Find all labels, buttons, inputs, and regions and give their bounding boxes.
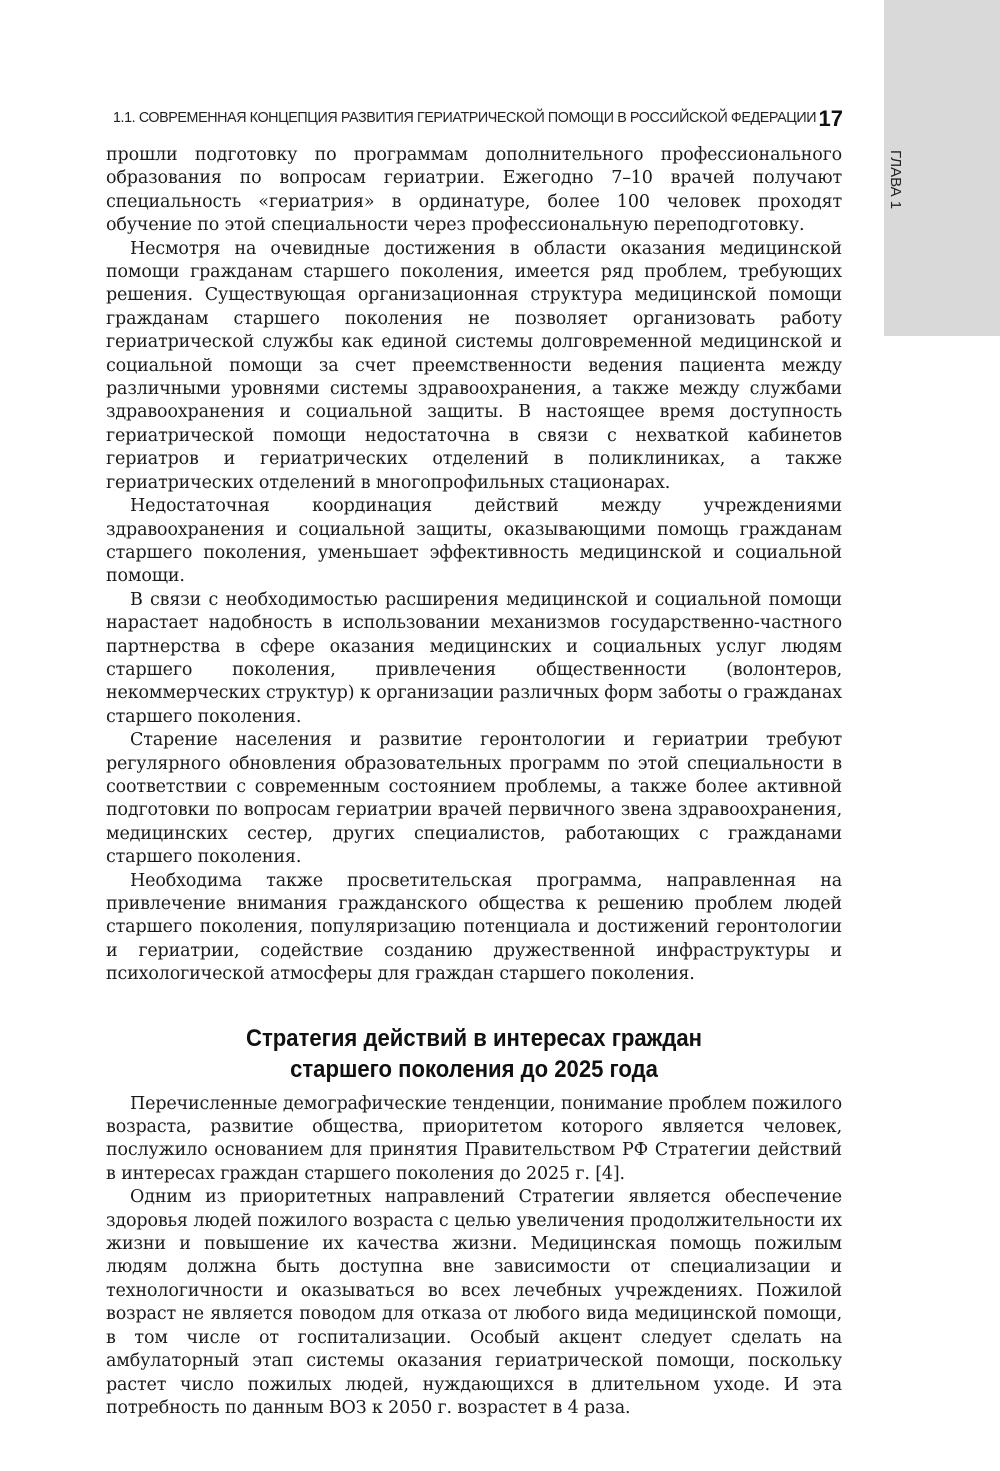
paragraph: Одним из приоритетных направлений Стратегии является обеспечение здоровья людей пожилого возраста с целью увеличения продолжительности их жизни и повышение их качества жизни. Медицинская помощь пожилым людям должна быть доступна вне зависимости от специализации и технологичности и оказываться во всех лечебных учреждениях. Пожилой возраст не является поводом для отказа от любого вида медицинской помощи, в том числе от госпитализации. Особый акцент следует сделать на амбулаторный этап системы оказания гериатрической помощи, поскольку растет число пожилых людей, нуждающихся в длительном уходе. И эта потребность по данным ВОЗ к 2050 г. возрастет в 4 раза. [106,1187,842,1418]
paragraph: В связи с необходимостью расширения медицинской и социальной помощи нарастает надобность в использовании механизмов государственно-частного партнерства в сфере оказания медицинских и социальных услуг людям старшего поколения, привлечения общественности (волонтеров, некоммерческих структур) к организации различных форм заботы о гражданах старшего поколения. [106,589,842,727]
chapter-label: ГЛАВА 1 [887,150,904,210]
running-title: 1.1. СОВРЕМЕННАЯ КОНЦЕПЦИЯ РАЗВИТИЯ ГЕРИАТРИЧЕСКОЙ ПОМОЩИ В РОССИЙСКОЙ ФЕДЕРАЦИИ [113,110,817,126]
section-heading [135,1023,812,1085]
paragraph: Необходима также просветительская программа, направленная на привлечение внимания гражданского общества к решению проблем людей старшего поколения, популяризацию потенциала и достижений геронтологии и гериатрии, содействие созданию дружественной инфраструктуры и психологической атмосферы для граждан старшего поколения. [106,870,842,985]
paragraph: Перечисленные демографические тенденции, понимание проблем пожилого возраста, развитие общества, приоритетом которого является человек, послужило основанием для принятия Правительством РФ Стратегии действий в интересах граждан старшего поколения до 2025 г. [4]. [106,1093,842,1184]
running-header [113,106,845,136]
page-number: 17 [818,106,843,131]
paragraph: Недостаточная координация действий между учреждениями здравоохранения и социальной защиты, оказывающими помощь гражданам старшего поколения, уменьшает эффективность медицинской и социальной помощи. [106,496,842,587]
section-heading-line-2: старшего поколения до 2025 года [290,1055,658,1083]
paragraph: прошли подготовку по программам дополнительного профессионального образования по вопросам гериатрии. Ежегодно 7–10 врачей получают специальность «гериатрия» в ординатуре, более 100 человек проходят обучение по этой специальности через профессиональную переподготовку. [106,145,842,236]
paragraph: Несмотря на очевидные достижения в области оказания медицинской помощи гражданам старшего поколения, имеется ряд проблем, требующих решения. Существующая организационная структура медицинской помощи гражданам старшего поколения не позволяет организовать работу гериатрической службы как единой системы долговременной медицинской и социальной помощи за счет преемственности ведения пациента между различными уровнями системы здравоохранения, а также между службами здравоохранения и социальной защиты. В настоящее время доступность гериатрической помощи недостаточна в связи с нехваткой кабинетов гериатров и гериатрических отделений в поликлиниках, а также гериатрических отделений в многопрофильных стационарах. [106,238,842,493]
chapter-side-tab-label [884,150,924,220]
paragraph: Старение населения и развитие геронтологии и гериатрии требуют регулярного обновления образовательных программ по этой специальности в соответствии с современным состоянием проблемы, а также более активной подготовки по вопросам гериатрии врачей первичного звена здравоохранения, медицинских сестер, других специалистов, работающих с гражданами старшего поколения. [106,730,842,868]
page-body [106,144,842,1420]
section-heading-line-1: Стратегия действий в интересах граждан [246,1024,702,1052]
